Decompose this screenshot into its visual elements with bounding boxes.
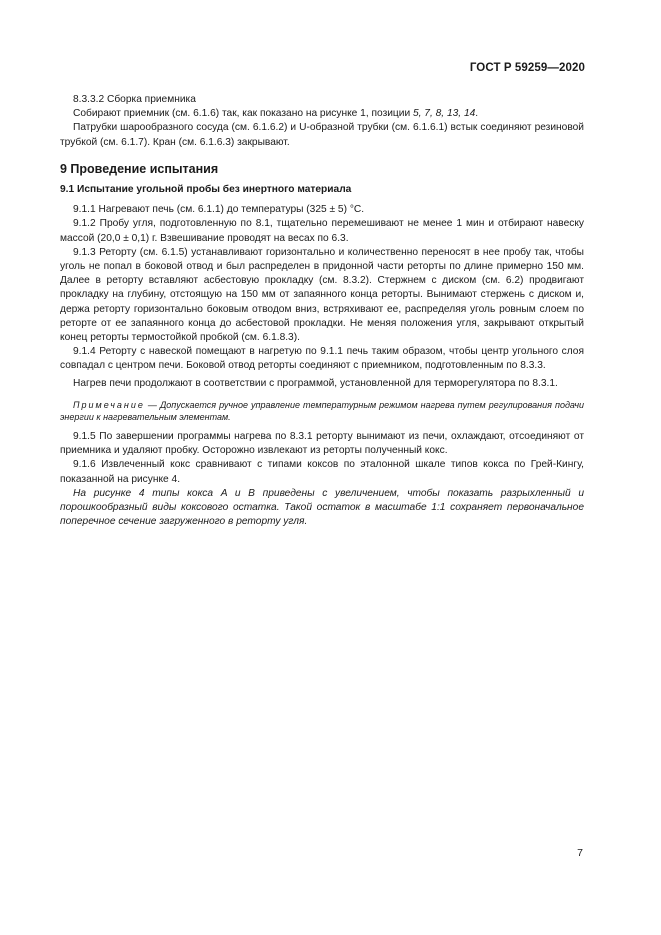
paragraph-912: 9.1.2 Пробу угля, подготовленную по 8.1, тщательно перемешивают не менее 1 мин и отбирают навеску массой (20,0 ± 0,1) г. Взвешивание проводят на весах по 6.3. [60, 218, 584, 244]
paragraph-text: Собирают приемник (см. 6.1.6) так, как показано на рисунке 1, позиции [73, 108, 413, 120]
paragraph-913: 9.1.3 Реторту (см. 6.1.5) устанавливают горизонтально и количественно переносят в нее пробу так, чтобы уголь не попал в боковой отвод и был распределен в придонной части реторты по длине примерно 150 мм. Далее в реторту вставляют асбестовую прокладку (см. 8.3.2). Стержнем с диском (см. 6.2) продвигают прокладку на глубину, отстоящую на 150 мм от запаянного конца реторты. Вынимают стержень с диском и, держа реторту горизонтально боковым отводом вниз, встряхивают ее, распределяя уголь ровным слоем по реторте от ее запаянного конца до асбестовой прокладки. Не меняя положения угля, закрывают открытый конец реторты термостойкой пробкой (см. 6.1.8.3). [60, 246, 584, 344]
page-number: 7 [577, 847, 583, 859]
paragraph-914-heating: Нагрев печи продолжают в соответствии с программой, установленной для терморегулятора по 8.3.1. [73, 377, 558, 389]
subsection-heading-91: 9.1 Испытание угольной пробы без инертного материала [60, 184, 352, 196]
document-body [60, 93, 584, 529]
paragraph-911: 9.1.1 Нагревают печь (см. 6.1.1) до температуры (325 ± 5) °С. [73, 204, 365, 216]
note-text: — Допускается ручное управление температурным режимом нагрева путем регулирования подачи энергии к нагревательным элементам. [60, 399, 584, 423]
paragraph-915: 9.1.5 По завершении программы нагрева по 8.3.1 реторту вынимают из печи, охлаждают, отсоединяют от приемника и удаляют пробку. Осторожно извлекают из реторты полученный кокс. [60, 431, 584, 457]
note-label: Примечание [73, 399, 145, 410]
paragraph-8332-connection: Патрубки шарообразного сосуда (см. 6.1.6.2) и U-образной трубки (см. 6.1.6.1) встык соединяют резиновой трубкой (см. 6.1.7). Кран (см. 6.1.6.3) закрывают. [60, 122, 584, 148]
paragraph-914: 9.1.4 Реторту с навеской помещают в нагретую по 9.1.1 печь таким образом, чтобы центр угольного слоя совпадал с центром печи. Боковой отвод реторты соединяют с приемником, подготовленным по 8.3.3. [60, 346, 584, 372]
section-heading-9: 9 Проведение испытания [60, 161, 219, 176]
paragraph-8332-assembly [60, 107, 584, 121]
position-numbers: 5, 7, 8, 13, 14 [412, 108, 476, 120]
paragraph-916-figure-note: На рисунке 4 типы кокса A и B приведены с увеличением, чтобы показать разрыхленный и порошкообразный виды коксового остатка. Такой остаток в масштабе 1:1 сохраняет первоначальное поперечное сечение загруженного в реторту угля. [60, 487, 584, 528]
paragraph-text-end: . [475, 108, 479, 120]
note [60, 399, 584, 424]
paragraph-916: 9.1.6 Извлеченный кокс сравнивают с типами коксов по эталонной шкале типов кокса по Грей-Кингу, показанной на рисунке 4. [60, 459, 584, 485]
standard-code: ГОСТ Р 59259—2020 [469, 62, 585, 74]
subsection-title-8332: 8.3.3.2 Сборка приемника [73, 94, 196, 105]
